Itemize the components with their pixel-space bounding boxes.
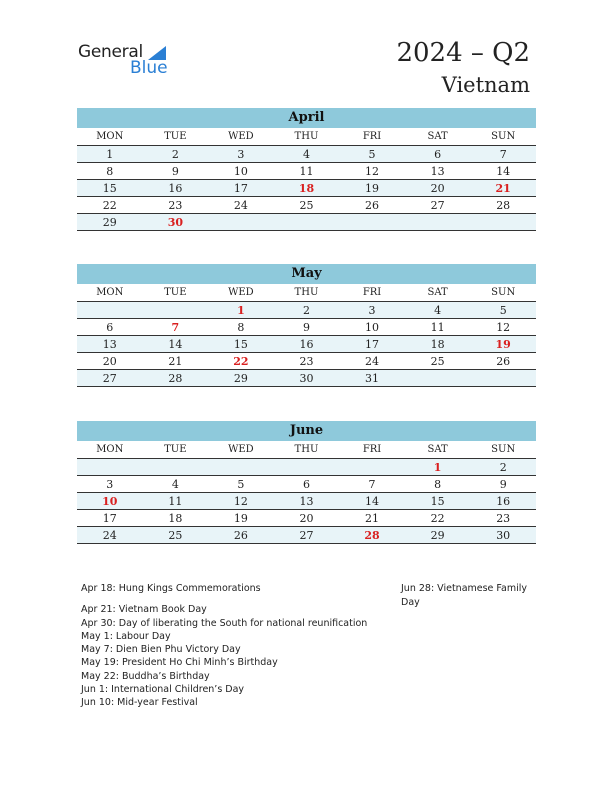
day-cell: 11 <box>405 319 471 336</box>
day-cell: 31 <box>339 370 405 387</box>
logo-blue-text: Blue <box>130 58 168 78</box>
month-may <box>77 264 536 387</box>
weekday-header: WED <box>208 128 274 146</box>
day-cell <box>274 459 340 476</box>
day-cell: 10 <box>208 163 274 180</box>
day-cell <box>470 370 536 387</box>
logo-general-text: General <box>78 42 143 62</box>
day-cell: 6 <box>405 146 471 163</box>
weekday-header: WED <box>208 441 274 459</box>
day-cell <box>143 302 209 319</box>
week-row <box>77 146 536 163</box>
day-cell: 29 <box>77 214 143 231</box>
day-cell: 24 <box>208 197 274 214</box>
day-cell: 5 <box>208 476 274 493</box>
week-row <box>77 510 536 527</box>
day-cell: 26 <box>470 353 536 370</box>
note-item: May 22: Buddha’s Birthday <box>81 670 210 682</box>
note-item: Apr 21: Vietnam Book Day <box>81 604 207 616</box>
week-row <box>77 319 536 336</box>
weekday-header: SAT <box>405 441 471 459</box>
weekday-header: TUE <box>143 284 209 302</box>
day-cell: 21 <box>339 510 405 527</box>
day-cell <box>143 459 209 476</box>
day-cell: 15 <box>77 180 143 197</box>
week-row <box>77 527 536 544</box>
day-cell: 3 <box>208 146 274 163</box>
weekday-header: FRI <box>339 441 405 459</box>
weekday-header: FRI <box>339 284 405 302</box>
day-cell: 26 <box>339 197 405 214</box>
day-cell: 11 <box>143 493 209 510</box>
day-cell: 1 <box>405 459 471 476</box>
day-cell: 28 <box>143 370 209 387</box>
week-row <box>77 459 536 476</box>
day-cell: 4 <box>274 146 340 163</box>
month-name: June <box>77 421 536 441</box>
day-cell <box>77 302 143 319</box>
week-row <box>77 197 536 214</box>
day-cell <box>405 370 471 387</box>
day-cell: 18 <box>405 336 471 353</box>
day-cell: 3 <box>339 302 405 319</box>
note-item: Jun 1: International Children’s Day <box>81 684 245 696</box>
day-cell: 22 <box>208 353 274 370</box>
weekday-header: MON <box>77 284 143 302</box>
day-cell: 12 <box>339 163 405 180</box>
holiday-notes-right <box>401 582 531 610</box>
day-cell: 8 <box>208 319 274 336</box>
day-cell: 2 <box>143 146 209 163</box>
day-cell: 18 <box>274 180 340 197</box>
note-item: May 19: President Ho Chi Minh’s Birthday <box>81 657 278 669</box>
day-cell <box>208 459 274 476</box>
day-cell: 21 <box>143 353 209 370</box>
day-cell: 27 <box>274 527 340 544</box>
day-cell: 9 <box>470 476 536 493</box>
day-cell: 23 <box>274 353 340 370</box>
day-cell: 6 <box>274 476 340 493</box>
day-cell: 30 <box>143 214 209 231</box>
day-cell: 8 <box>77 163 143 180</box>
day-cell: 17 <box>208 180 274 197</box>
day-cell: 17 <box>339 336 405 353</box>
day-cell: 26 <box>208 527 274 544</box>
day-cell: 22 <box>77 197 143 214</box>
day-cell: 24 <box>339 353 405 370</box>
day-cell: 20 <box>274 510 340 527</box>
day-cell: 14 <box>143 336 209 353</box>
weekday-header: SUN <box>470 128 536 146</box>
weekday-header: THU <box>274 284 340 302</box>
day-cell: 29 <box>405 527 471 544</box>
day-cell: 4 <box>143 476 209 493</box>
holiday-notes-left <box>81 582 381 710</box>
day-cell: 23 <box>143 197 209 214</box>
day-cell: 6 <box>77 319 143 336</box>
day-cell: 8 <box>405 476 471 493</box>
day-cell: 29 <box>208 370 274 387</box>
day-cell: 17 <box>77 510 143 527</box>
day-cell: 25 <box>143 527 209 544</box>
week-row <box>77 180 536 197</box>
week-row <box>77 476 536 493</box>
note-item: May 7: Dien Bien Phu Victory Day <box>81 644 241 656</box>
day-cell: 10 <box>339 319 405 336</box>
day-cell: 15 <box>208 336 274 353</box>
day-cell <box>405 214 471 231</box>
day-cell <box>77 459 143 476</box>
day-cell: 7 <box>470 146 536 163</box>
weekday-header: TUE <box>143 128 209 146</box>
day-cell: 18 <box>143 510 209 527</box>
note-item: Apr 18: Hung Kings Commemorations <box>81 583 261 594</box>
weekday-header: SUN <box>470 284 536 302</box>
day-cell: 1 <box>208 302 274 319</box>
weekday-header: SUN <box>470 441 536 459</box>
day-cell: 5 <box>339 146 405 163</box>
day-cell: 25 <box>274 197 340 214</box>
weekday-header: WED <box>208 284 274 302</box>
weekday-header: SAT <box>405 284 471 302</box>
weekday-header: TUE <box>143 441 209 459</box>
day-cell <box>339 459 405 476</box>
calendar-grid <box>77 441 536 544</box>
day-cell: 12 <box>208 493 274 510</box>
day-cell: 27 <box>77 370 143 387</box>
weekday-header: FRI <box>339 128 405 146</box>
day-cell: 14 <box>339 493 405 510</box>
day-cell: 9 <box>274 319 340 336</box>
weekday-header: MON <box>77 128 143 146</box>
day-cell: 4 <box>405 302 471 319</box>
day-cell: 13 <box>77 336 143 353</box>
weekday-header: THU <box>274 441 340 459</box>
note-item: May 1: Labour Day <box>81 630 171 642</box>
day-cell: 10 <box>77 493 143 510</box>
day-cell: 16 <box>274 336 340 353</box>
day-cell: 21 <box>470 180 536 197</box>
day-cell: 1 <box>77 146 143 163</box>
day-cell: 11 <box>274 163 340 180</box>
day-cell: 19 <box>470 336 536 353</box>
week-row <box>77 214 536 231</box>
day-cell: 15 <box>405 493 471 510</box>
day-cell: 30 <box>470 527 536 544</box>
day-cell: 3 <box>77 476 143 493</box>
weekday-header: MON <box>77 441 143 459</box>
week-row <box>77 163 536 180</box>
week-row <box>77 302 536 319</box>
note-item: Apr 30: Day of liberating the South for national reunification <box>81 617 368 629</box>
calendar-grid <box>77 128 536 231</box>
day-cell: 16 <box>470 493 536 510</box>
weekday-header: THU <box>274 128 340 146</box>
day-cell: 13 <box>274 493 340 510</box>
day-cell: 19 <box>339 180 405 197</box>
day-cell: 20 <box>77 353 143 370</box>
day-cell <box>339 214 405 231</box>
day-cell: 19 <box>208 510 274 527</box>
note-item: Jun 28: Vietnamese Family Day <box>401 583 527 608</box>
month-name: May <box>77 264 536 284</box>
page-title: 2024 – Q2 <box>396 38 530 68</box>
day-cell: 7 <box>143 319 209 336</box>
week-row <box>77 370 536 387</box>
month-april <box>77 108 536 231</box>
month-name: April <box>77 108 536 128</box>
day-cell: 22 <box>405 510 471 527</box>
day-cell: 9 <box>143 163 209 180</box>
day-cell: 2 <box>470 459 536 476</box>
day-cell: 27 <box>405 197 471 214</box>
day-cell <box>274 214 340 231</box>
day-cell: 12 <box>470 319 536 336</box>
day-cell: 20 <box>405 180 471 197</box>
week-row <box>77 493 536 510</box>
day-cell: 30 <box>274 370 340 387</box>
day-cell: 23 <box>470 510 536 527</box>
logo <box>78 42 178 78</box>
day-cell: 7 <box>339 476 405 493</box>
day-cell: 16 <box>143 180 209 197</box>
month-june <box>77 421 536 544</box>
day-cell: 13 <box>405 163 471 180</box>
weekday-header: SAT <box>405 128 471 146</box>
day-cell: 28 <box>339 527 405 544</box>
day-cell: 25 <box>405 353 471 370</box>
day-cell: 5 <box>470 302 536 319</box>
country-name: Vietnam <box>441 73 530 97</box>
calendar-grid <box>77 284 536 387</box>
day-cell <box>470 214 536 231</box>
day-cell: 24 <box>77 527 143 544</box>
week-row <box>77 336 536 353</box>
note-item: Jun 10: Mid-year Festival <box>81 697 198 709</box>
day-cell: 28 <box>470 197 536 214</box>
week-row <box>77 353 536 370</box>
day-cell <box>208 214 274 231</box>
day-cell: 14 <box>470 163 536 180</box>
day-cell: 2 <box>274 302 340 319</box>
